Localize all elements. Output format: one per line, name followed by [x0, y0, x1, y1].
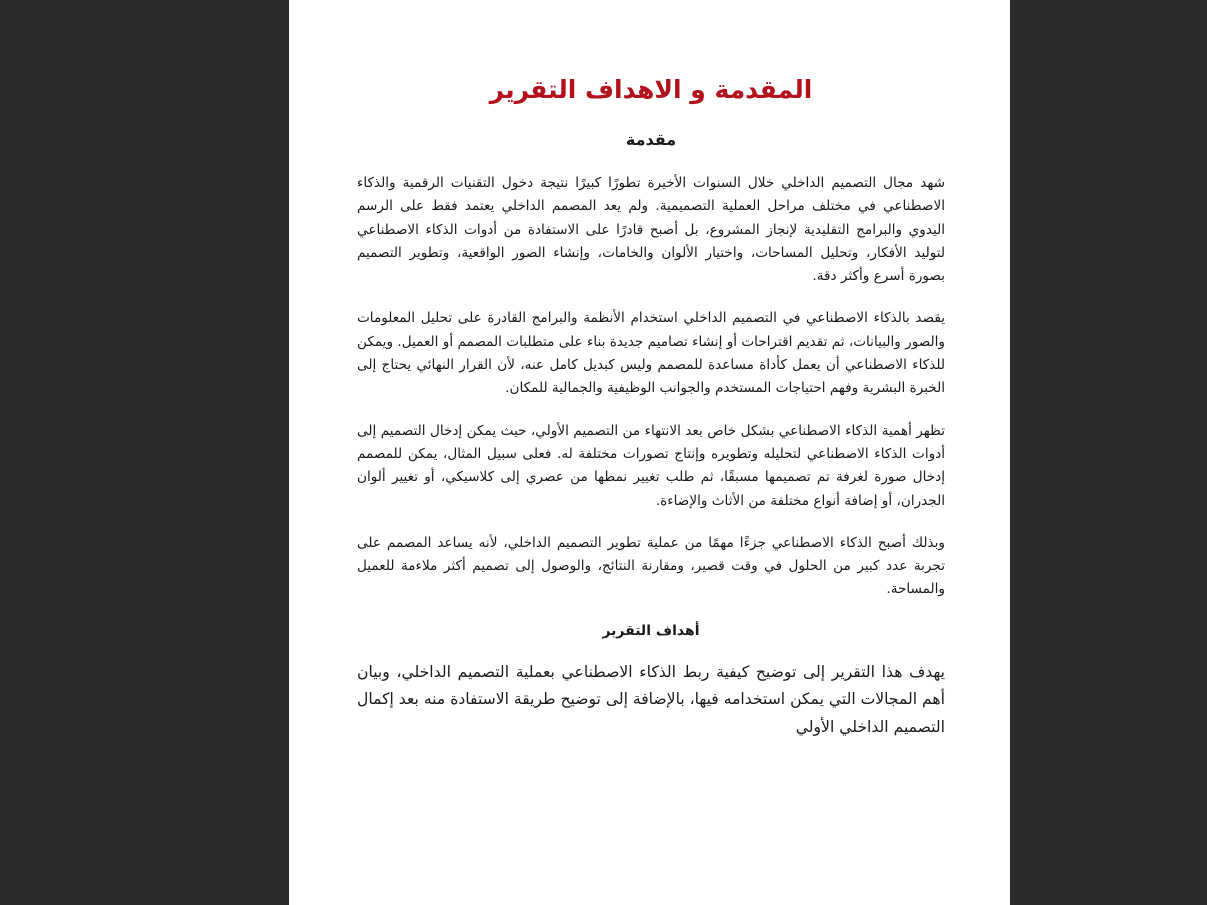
intro-paragraph-2: يقصد بالذكاء الاصطناعي في التصميم الداخلي استخدام الأنظمة والبرامج القادرة على تحليل المعلومات والصور والبيانات، ثم تقديم اقتراحات أو إنشاء تصاميم جديدة بناء على متطلبات المصمم أو العميل. ويمكن للذكاء الاصطناعي أن يعمل كأداة مساعدة للمصمم وليس كبديل كامل عنه، لأن القرار النهائي يحتاج إلى الخبرة البشرية وفهم احتياجات المستخدم والجوانب الوظيفية والجمالية للمكان.: [357, 310, 945, 397]
document-page: [289, 0, 1010, 905]
page-title: المقدمة و الاهداف التقرير: [489, 75, 813, 104]
intro-heading: مقدمة: [625, 130, 677, 149]
goals-heading: أهداف التقرير: [602, 622, 700, 639]
intro-paragraph-3: تظهر أهمية الذكاء الاصطناعي بشكل خاص بعد الانتهاء من التصميم الأولي، حيث يمكن إدخال التصميم إلى أدوات الذكاء الاصطناعي لتحليله وتطويره وإنتاج تصورات مختلفة له. فعلى سبيل المثال، يمكن للمصمم إدخال صورة لغرفة تم تصميمها مسبقًا، ثم طلب تغيير نمطها من عصري إلى كلاسيكي، أو تغيير ألوان الجدران، أو إضافة أنواع مختلفة من الأثاث والإضاءة.: [357, 422, 945, 509]
page-content: [357, 70, 945, 741]
intro-paragraph-1: شهد مجال التصميم الداخلي خلال السنوات الأخيرة تطورًا كبيرًا نتيجة دخول التقنيات الرقمية والذكاء الاصطناعي في مختلف مراحل العملية التصميمية. ولم يعد المصمم الداخلي يعتمد فقط على الرسم اليدوي والبرامج التقليدية لإنجاز المشروع، بل أصبح قادرًا على الاستفادة من أدوات الذكاء الاصطناعي لتوليد الأفكار، وتحليل المساحات، واختيار الألوان والخامات، وإنشاء الصور الواقعية، وتطوير التصميم بصورة أسرع وأكثر دقة.: [357, 175, 945, 285]
goals-paragraph: يهدف هذا التقرير إلى توضيح كيفية ربط الذكاء الاصطناعي بعملية التصميم الداخلي، وبيان أهم المجالات التي يمكن استخدامه فيها، بالإضافة إلى توضيح طريقة الاستفادة منه بعد إكمال التصميم الداخلي الأولي: [357, 662, 945, 736]
intro-paragraph-4: وبذلك أصبح الذكاء الاصطناعي جزءًا مهمًا من عملية تطوير التصميم الداخلي، لأنه يساعد المصمم على تجربة عدد كبير من الحلول في وقت قصير، ومقارنة النتائج، والوصول إلى تصميم أكثر ملاءمة للعميل والمساحة.: [357, 534, 945, 598]
